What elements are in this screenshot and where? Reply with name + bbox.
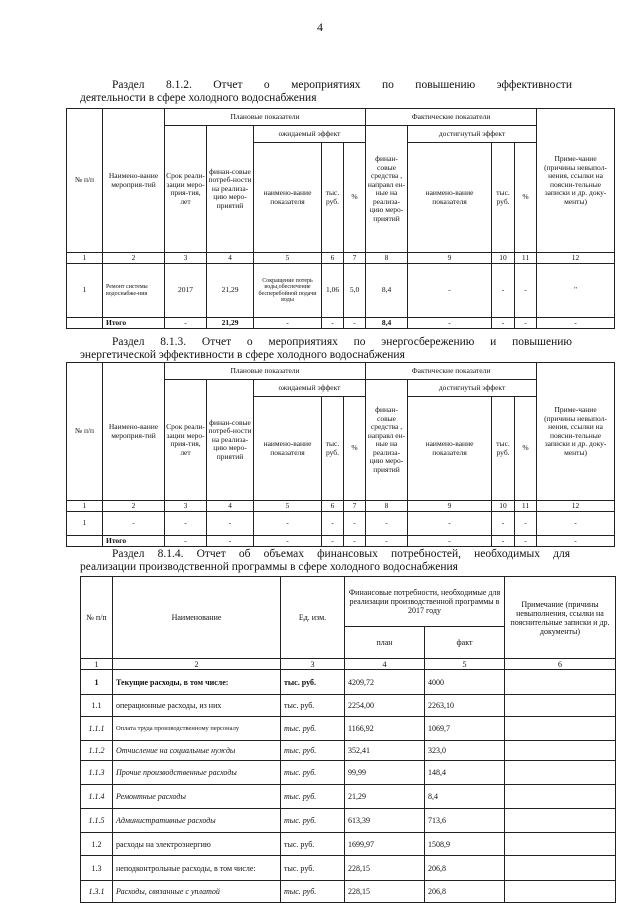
total-cell: - bbox=[408, 318, 492, 329]
row-note: - bbox=[537, 512, 615, 536]
row-name: Отчисление на социальные нужды bbox=[113, 741, 281, 761]
row-num: 1 bbox=[81, 670, 113, 695]
row-num: 1.1.3 bbox=[81, 761, 113, 785]
row-unit: тыс. руб. bbox=[281, 833, 345, 856]
header-fin-needs: финан-совые потреб-ности на реализа-цию меро-приятий bbox=[207, 126, 254, 253]
row-name: неподконтрольные расходы, в том числе: bbox=[113, 856, 281, 881]
row-unit: тыс. руб. bbox=[281, 881, 345, 903]
row-plan: 228,15 bbox=[345, 881, 425, 903]
header-expected-effect: ожидаемый эффект bbox=[254, 380, 366, 397]
col-num: 8 bbox=[366, 501, 408, 512]
row-name: Расходы, связанные с уплатой bbox=[113, 881, 281, 903]
row-num: 1.1.2 bbox=[81, 741, 113, 761]
total-cell: - bbox=[254, 318, 322, 329]
total-fin-needs: 21,29 bbox=[207, 318, 254, 329]
col-num: 7 bbox=[344, 501, 366, 512]
row-fin-fact: 8,4 bbox=[366, 264, 408, 318]
table-row bbox=[81, 695, 616, 717]
col-num: 5 bbox=[254, 253, 322, 264]
row-num: 1.1.1 bbox=[81, 717, 113, 741]
total-cell: - bbox=[322, 318, 344, 329]
section-8-1-4-title-line2: реализации производственной программы в сфере холодного водоснабжения bbox=[80, 561, 458, 573]
header-expected-effect: ожидаемый эффект bbox=[254, 126, 366, 143]
row-unit: тыс. руб. bbox=[281, 695, 345, 717]
row-thousand-rub-2: - bbox=[492, 264, 515, 318]
total-cell: - bbox=[254, 536, 322, 547]
total-cell: - bbox=[322, 536, 344, 547]
table-row bbox=[81, 809, 616, 833]
table-row bbox=[81, 881, 616, 903]
row-term: - bbox=[165, 512, 207, 536]
section-8-1-3-title-line2: энергетической эффективности в сфере холодного водоснабжения bbox=[80, 349, 405, 361]
col-num: 8 bbox=[366, 253, 408, 264]
header-num: № п/п bbox=[67, 109, 103, 253]
row-fact: 4000 bbox=[425, 670, 505, 695]
header-term: Срок реали-зации меро-прия-тия, лет bbox=[165, 126, 207, 253]
header-fact: Фактические показатели bbox=[366, 363, 537, 380]
col-num: 10 bbox=[492, 501, 515, 512]
measures-efficiency-table bbox=[66, 108, 615, 329]
header-name: Наимено-вание мероприя-тий bbox=[103, 109, 165, 253]
row-indicator: Сокращение потерь воды,обеспечение бесперебойной подачи воды bbox=[254, 264, 322, 318]
row-unit: тыс. руб. bbox=[281, 809, 345, 833]
table-row bbox=[81, 670, 616, 695]
row-name: Текущие расходы, в том числе: bbox=[113, 670, 281, 695]
section-8-1-3-title-line1: Раздел 8.1.3. Отчет о мероприятиях по энергосбережению и повышению bbox=[112, 336, 572, 348]
row-num: 1.1.4 bbox=[81, 785, 113, 809]
total-cell: - bbox=[366, 536, 408, 547]
row-percent: - bbox=[344, 512, 366, 536]
total-cell: - bbox=[515, 536, 537, 547]
row-num: 1.1 bbox=[81, 695, 113, 717]
header-fin-needs: финан-совые потреб-ности на реализа-цию меро-приятий bbox=[207, 380, 254, 501]
section-8-1-2-title-line1: Раздел 8.1.2. Отчет о мероприятиях по повышению эффективности bbox=[112, 79, 572, 91]
col-num: 1 bbox=[67, 501, 103, 512]
row-fact: 148,4 bbox=[425, 761, 505, 785]
table-row bbox=[81, 833, 616, 856]
header-plan: Плановые показатели bbox=[165, 109, 366, 126]
row-fact: 2263,10 bbox=[425, 695, 505, 717]
header-term: Срок реали-зации меро-прия-тия, лет bbox=[165, 380, 207, 501]
row-fact: 206,8 bbox=[425, 856, 505, 881]
header-fin-fact: финан-совые средства , направл ен-ные на реализа-цию меро-приятий bbox=[366, 126, 408, 253]
row-note: " bbox=[537, 264, 615, 318]
table-row bbox=[81, 761, 616, 785]
header-percent: % bbox=[344, 397, 366, 501]
col-num: 2 bbox=[103, 501, 165, 512]
total-label: Итого bbox=[103, 318, 165, 329]
row-indicator-2: - bbox=[408, 264, 492, 318]
row-num: 1.3 bbox=[81, 856, 113, 881]
col-num: 4 bbox=[207, 253, 254, 264]
row-plan: 613,39 bbox=[345, 809, 425, 833]
col-num: 6 bbox=[322, 501, 344, 512]
row-percent-2: - bbox=[515, 264, 537, 318]
total-cell: - bbox=[537, 536, 615, 547]
col-num: 6 bbox=[322, 253, 344, 264]
energy-saving-table bbox=[66, 362, 615, 547]
row-name: операционные расходы, из них bbox=[113, 695, 281, 717]
header-percent-2: % bbox=[515, 397, 537, 501]
row-name: Административные расходы bbox=[113, 809, 281, 833]
header-num: № п/п bbox=[81, 577, 113, 659]
header-achieved-effect: достигнутый эффект bbox=[408, 126, 537, 143]
header-fact: факт bbox=[425, 627, 505, 659]
header-indicator-2: наимено-вание показателя bbox=[408, 397, 492, 501]
column-numbers-row bbox=[67, 501, 615, 512]
section-8-1-4-title-line1: Раздел 8.1.4. Отчет об объемах финансовых потребностей, необходимых для bbox=[112, 548, 570, 560]
row-num: 1.3.1 bbox=[81, 881, 113, 903]
col-num: 1 bbox=[67, 253, 103, 264]
header-indicator: наимено-вание показателя bbox=[254, 143, 322, 253]
col-num: 6 bbox=[505, 659, 616, 670]
total-cell: - bbox=[515, 318, 537, 329]
row-unit: тыс. руб. bbox=[281, 670, 345, 695]
header-thousand-rub: тыс. руб. bbox=[322, 397, 344, 501]
row-name: расходы на электроэнергию bbox=[113, 833, 281, 856]
row-thousand-rub: - bbox=[322, 512, 344, 536]
header-note: Приме-чание (причины невыпол-нения, ссылки на поясни-тельные записки и др. доку-менты) bbox=[537, 109, 615, 253]
total-cell: - bbox=[408, 536, 492, 547]
row-fact: 1508,9 bbox=[425, 833, 505, 856]
row-fact: 323,0 bbox=[425, 741, 505, 761]
row-indicator: - bbox=[254, 512, 322, 536]
row-indicator-2: - bbox=[408, 512, 492, 536]
row-note bbox=[505, 695, 616, 717]
row-num: 1.2 bbox=[81, 833, 113, 856]
row-percent: 5,0 bbox=[344, 264, 366, 318]
row-plan: 21,29 bbox=[345, 785, 425, 809]
row-fact: 8,4 bbox=[425, 785, 505, 809]
row-measure-name: Ремонт системы водоснабже-ния bbox=[103, 264, 165, 318]
header-indicator-2: наимено-вание показателя bbox=[408, 143, 492, 253]
row-fact: 1069,7 bbox=[425, 717, 505, 741]
header-note: Приме-чание (причины невыпол-нения, ссылки на поясни-тельные записки и др. доку-менты) bbox=[537, 363, 615, 501]
col-num: 2 bbox=[113, 659, 281, 670]
row-name: Оплата труда производственному персоналу bbox=[113, 717, 281, 741]
row-note bbox=[505, 717, 616, 741]
table-row bbox=[67, 512, 615, 536]
row-note bbox=[505, 881, 616, 903]
row-note bbox=[505, 785, 616, 809]
row-fact: 206,8 bbox=[425, 881, 505, 903]
col-num: 4 bbox=[207, 501, 254, 512]
col-num: 3 bbox=[281, 659, 345, 670]
section-8-1-2-title-line2: деятельности в сфере холодного водоснабжения bbox=[80, 92, 317, 104]
row-unit: тыс. руб. bbox=[281, 741, 345, 761]
row-num: 1.1.5 bbox=[81, 809, 113, 833]
row-thousand-rub: 1,06 bbox=[322, 264, 344, 318]
table-row bbox=[81, 856, 616, 881]
row-plan: 352,41 bbox=[345, 741, 425, 761]
row-unit: тыс. руб. bbox=[281, 785, 345, 809]
col-num: 10 bbox=[492, 253, 515, 264]
row-num: 1 bbox=[67, 264, 103, 318]
col-num: 11 bbox=[515, 501, 537, 512]
row-name: Ремонтные расходы bbox=[113, 785, 281, 809]
table-row bbox=[81, 717, 616, 741]
total-row bbox=[67, 536, 615, 547]
row-fin-needs: - bbox=[207, 512, 254, 536]
row-note bbox=[505, 741, 616, 761]
header-indicator: наимено-вание показателя bbox=[254, 397, 322, 501]
header-name: Наименование bbox=[113, 577, 281, 659]
total-cell: - bbox=[344, 536, 366, 547]
header-percent: % bbox=[344, 143, 366, 253]
row-plan: 1699,97 bbox=[345, 833, 425, 856]
header-note: Примечание (причины невыполнения, ссылки на пояснительные записки и др. документы) bbox=[505, 577, 616, 659]
column-numbers-row bbox=[81, 659, 616, 670]
col-num: 12 bbox=[537, 501, 615, 512]
col-num: 2 bbox=[103, 253, 165, 264]
row-plan: 228,15 bbox=[345, 856, 425, 881]
row-num: 1 bbox=[67, 512, 103, 536]
header-fact: Фактические показатели bbox=[366, 109, 537, 126]
total-cell: - bbox=[492, 536, 515, 547]
header-thousand-rub-2: тыс. руб. bbox=[492, 143, 515, 253]
header-thousand-rub-2: тыс. руб. bbox=[492, 397, 515, 501]
total-cell: - bbox=[165, 318, 207, 329]
row-unit: тыс. руб. bbox=[281, 761, 345, 785]
header-fin-fact: финан-совые средства , направл ен-ные на реализа-цию меро-приятий bbox=[366, 380, 408, 501]
column-numbers-row bbox=[67, 253, 615, 264]
row-unit: тыс. руб. bbox=[281, 717, 345, 741]
row-note bbox=[505, 833, 616, 856]
total-cell: - bbox=[344, 318, 366, 329]
row-fin-needs: 21,29 bbox=[207, 264, 254, 318]
total-cell: - bbox=[165, 536, 207, 547]
header-thousand-rub: тыс. руб. bbox=[322, 143, 344, 253]
col-num: 4 bbox=[345, 659, 425, 670]
row-plan: 99,99 bbox=[345, 761, 425, 785]
row-plan: 1166,92 bbox=[345, 717, 425, 741]
col-num: 11 bbox=[515, 253, 537, 264]
col-num: 5 bbox=[425, 659, 505, 670]
row-unit: тыс. руб. bbox=[281, 856, 345, 881]
col-num: 3 bbox=[165, 501, 207, 512]
header-plan: Плановые показатели bbox=[165, 363, 366, 380]
col-num: 5 bbox=[254, 501, 322, 512]
row-note bbox=[505, 809, 616, 833]
col-num: 9 bbox=[408, 501, 492, 512]
header-achieved-effect: достигнутый эффект bbox=[408, 380, 537, 397]
row-note bbox=[505, 761, 616, 785]
header-plan: план bbox=[345, 627, 425, 659]
row-percent-2: - bbox=[515, 512, 537, 536]
row-thousand-rub-2: - bbox=[492, 512, 515, 536]
col-num: 1 bbox=[81, 659, 113, 670]
table-row bbox=[67, 264, 615, 318]
total-cell: - bbox=[207, 536, 254, 547]
row-name: Прочие производственные расходы bbox=[113, 761, 281, 785]
row-fact: 713,6 bbox=[425, 809, 505, 833]
row-fin-fact: - bbox=[366, 512, 408, 536]
row-note bbox=[505, 670, 616, 695]
header-percent-2: % bbox=[515, 143, 537, 253]
page-number: 4 bbox=[317, 20, 323, 34]
header-name: Наимено-вание мероприя-тий bbox=[103, 363, 165, 501]
header-unit: Ед. изм. bbox=[281, 577, 345, 659]
total-row bbox=[67, 318, 615, 329]
col-num: 3 bbox=[165, 253, 207, 264]
total-label: Итого bbox=[103, 536, 165, 547]
table-row bbox=[81, 741, 616, 761]
row-note bbox=[505, 856, 616, 881]
header-num: № п/п bbox=[67, 363, 103, 501]
col-num: 9 bbox=[408, 253, 492, 264]
table-row bbox=[81, 785, 616, 809]
total-cell: - bbox=[492, 318, 515, 329]
financial-needs-table bbox=[80, 576, 616, 903]
total-fin-fact: 8,4 bbox=[366, 318, 408, 329]
row-measure-name: - bbox=[103, 512, 165, 536]
col-num: 7 bbox=[344, 253, 366, 264]
row-term: 2017 bbox=[165, 264, 207, 318]
col-num: 12 bbox=[537, 253, 615, 264]
total-cell: - bbox=[537, 318, 615, 329]
row-plan: 2254,00 bbox=[345, 695, 425, 717]
row-plan: 4209,72 bbox=[345, 670, 425, 695]
header-fin-needs: Финансовые потребности, необходимые для реализации производственной программы в 2017 году bbox=[345, 577, 505, 627]
